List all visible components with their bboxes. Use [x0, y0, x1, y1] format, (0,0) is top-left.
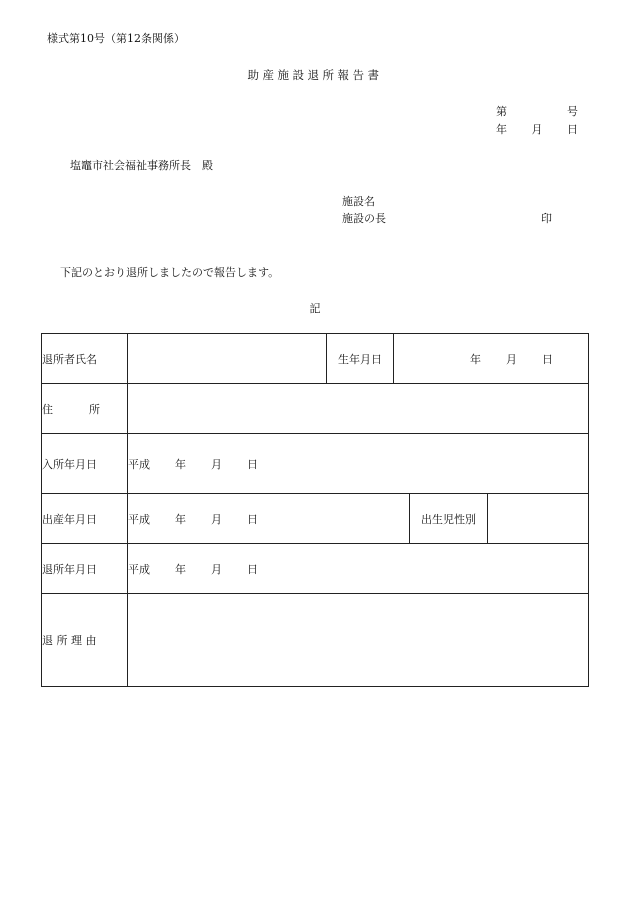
name-field[interactable] — [128, 334, 327, 384]
address-label-part1: 住 — [42, 402, 53, 416]
intro-text: 下記のとおり退所しましたので報告します。 — [60, 266, 280, 279]
birth-date-field[interactable] — [394, 334, 589, 384]
childbirth-date-field[interactable] — [128, 494, 410, 544]
doc-date-day: 日 — [567, 123, 578, 136]
day-label: 日 — [247, 512, 258, 526]
year-label: 年 — [175, 457, 186, 471]
facility-name-label: 施設名 — [342, 195, 375, 208]
month-label: 月 — [211, 457, 222, 471]
doc-date-month: 月 — [531, 123, 543, 136]
birth-month-label: 月 — [506, 352, 517, 366]
day-label: 日 — [247, 457, 258, 471]
seal-label: 印 — [541, 212, 552, 225]
discharge-date-label: 退所年月日 — [42, 544, 128, 594]
table-row — [42, 434, 589, 494]
era-label: 平成 — [128, 512, 150, 526]
doc-number-suffix: 号 — [567, 105, 578, 118]
discharge-date-field[interactable] — [128, 544, 589, 594]
form-number: 様式第10号（第12条関係） — [47, 32, 185, 45]
year-label: 年 — [175, 512, 186, 526]
day-label: 日 — [247, 562, 258, 576]
ki-heading: 記 — [309, 302, 321, 315]
birth-year-label: 年 — [470, 352, 481, 366]
document-title: 助産施設退所報告書 — [247, 68, 383, 82]
child-sex-field[interactable] — [488, 494, 589, 544]
month-label: 月 — [211, 512, 222, 526]
table-row — [42, 544, 589, 594]
table-row — [42, 494, 589, 544]
table-row — [42, 384, 589, 434]
childbirth-date-label: 出産年月日 — [42, 494, 128, 544]
discharge-reason-label: 退 所 理 由 — [42, 594, 128, 687]
birth-day-label: 日 — [542, 352, 553, 366]
address-field[interactable] — [128, 384, 589, 434]
month-label: 月 — [211, 562, 222, 576]
era-label: 平成 — [128, 562, 150, 576]
table-row — [42, 334, 589, 384]
document-number — [496, 103, 578, 119]
facility-head-label: 施設の長 — [342, 212, 386, 225]
doc-date-year: 年 — [496, 123, 507, 136]
discharge-reason-field[interactable] — [128, 594, 589, 687]
doc-number-prefix: 第 — [496, 105, 507, 118]
document-date — [496, 121, 578, 137]
admission-date-label: 入所年月日 — [42, 434, 128, 494]
birth-date-label: 生年月日 — [327, 334, 394, 384]
report-table — [41, 333, 589, 687]
admission-date-field[interactable] — [128, 434, 589, 494]
child-sex-label: 出生児性別 — [410, 494, 488, 544]
address-label-part2: 所 — [89, 402, 100, 416]
addressee: 塩竈市社会福祉事務所長 殿 — [70, 159, 213, 172]
table-row — [42, 594, 589, 687]
address-label — [42, 384, 128, 434]
name-label: 退所者氏名 — [42, 334, 128, 384]
era-label: 平成 — [128, 457, 150, 471]
year-label: 年 — [175, 562, 186, 576]
